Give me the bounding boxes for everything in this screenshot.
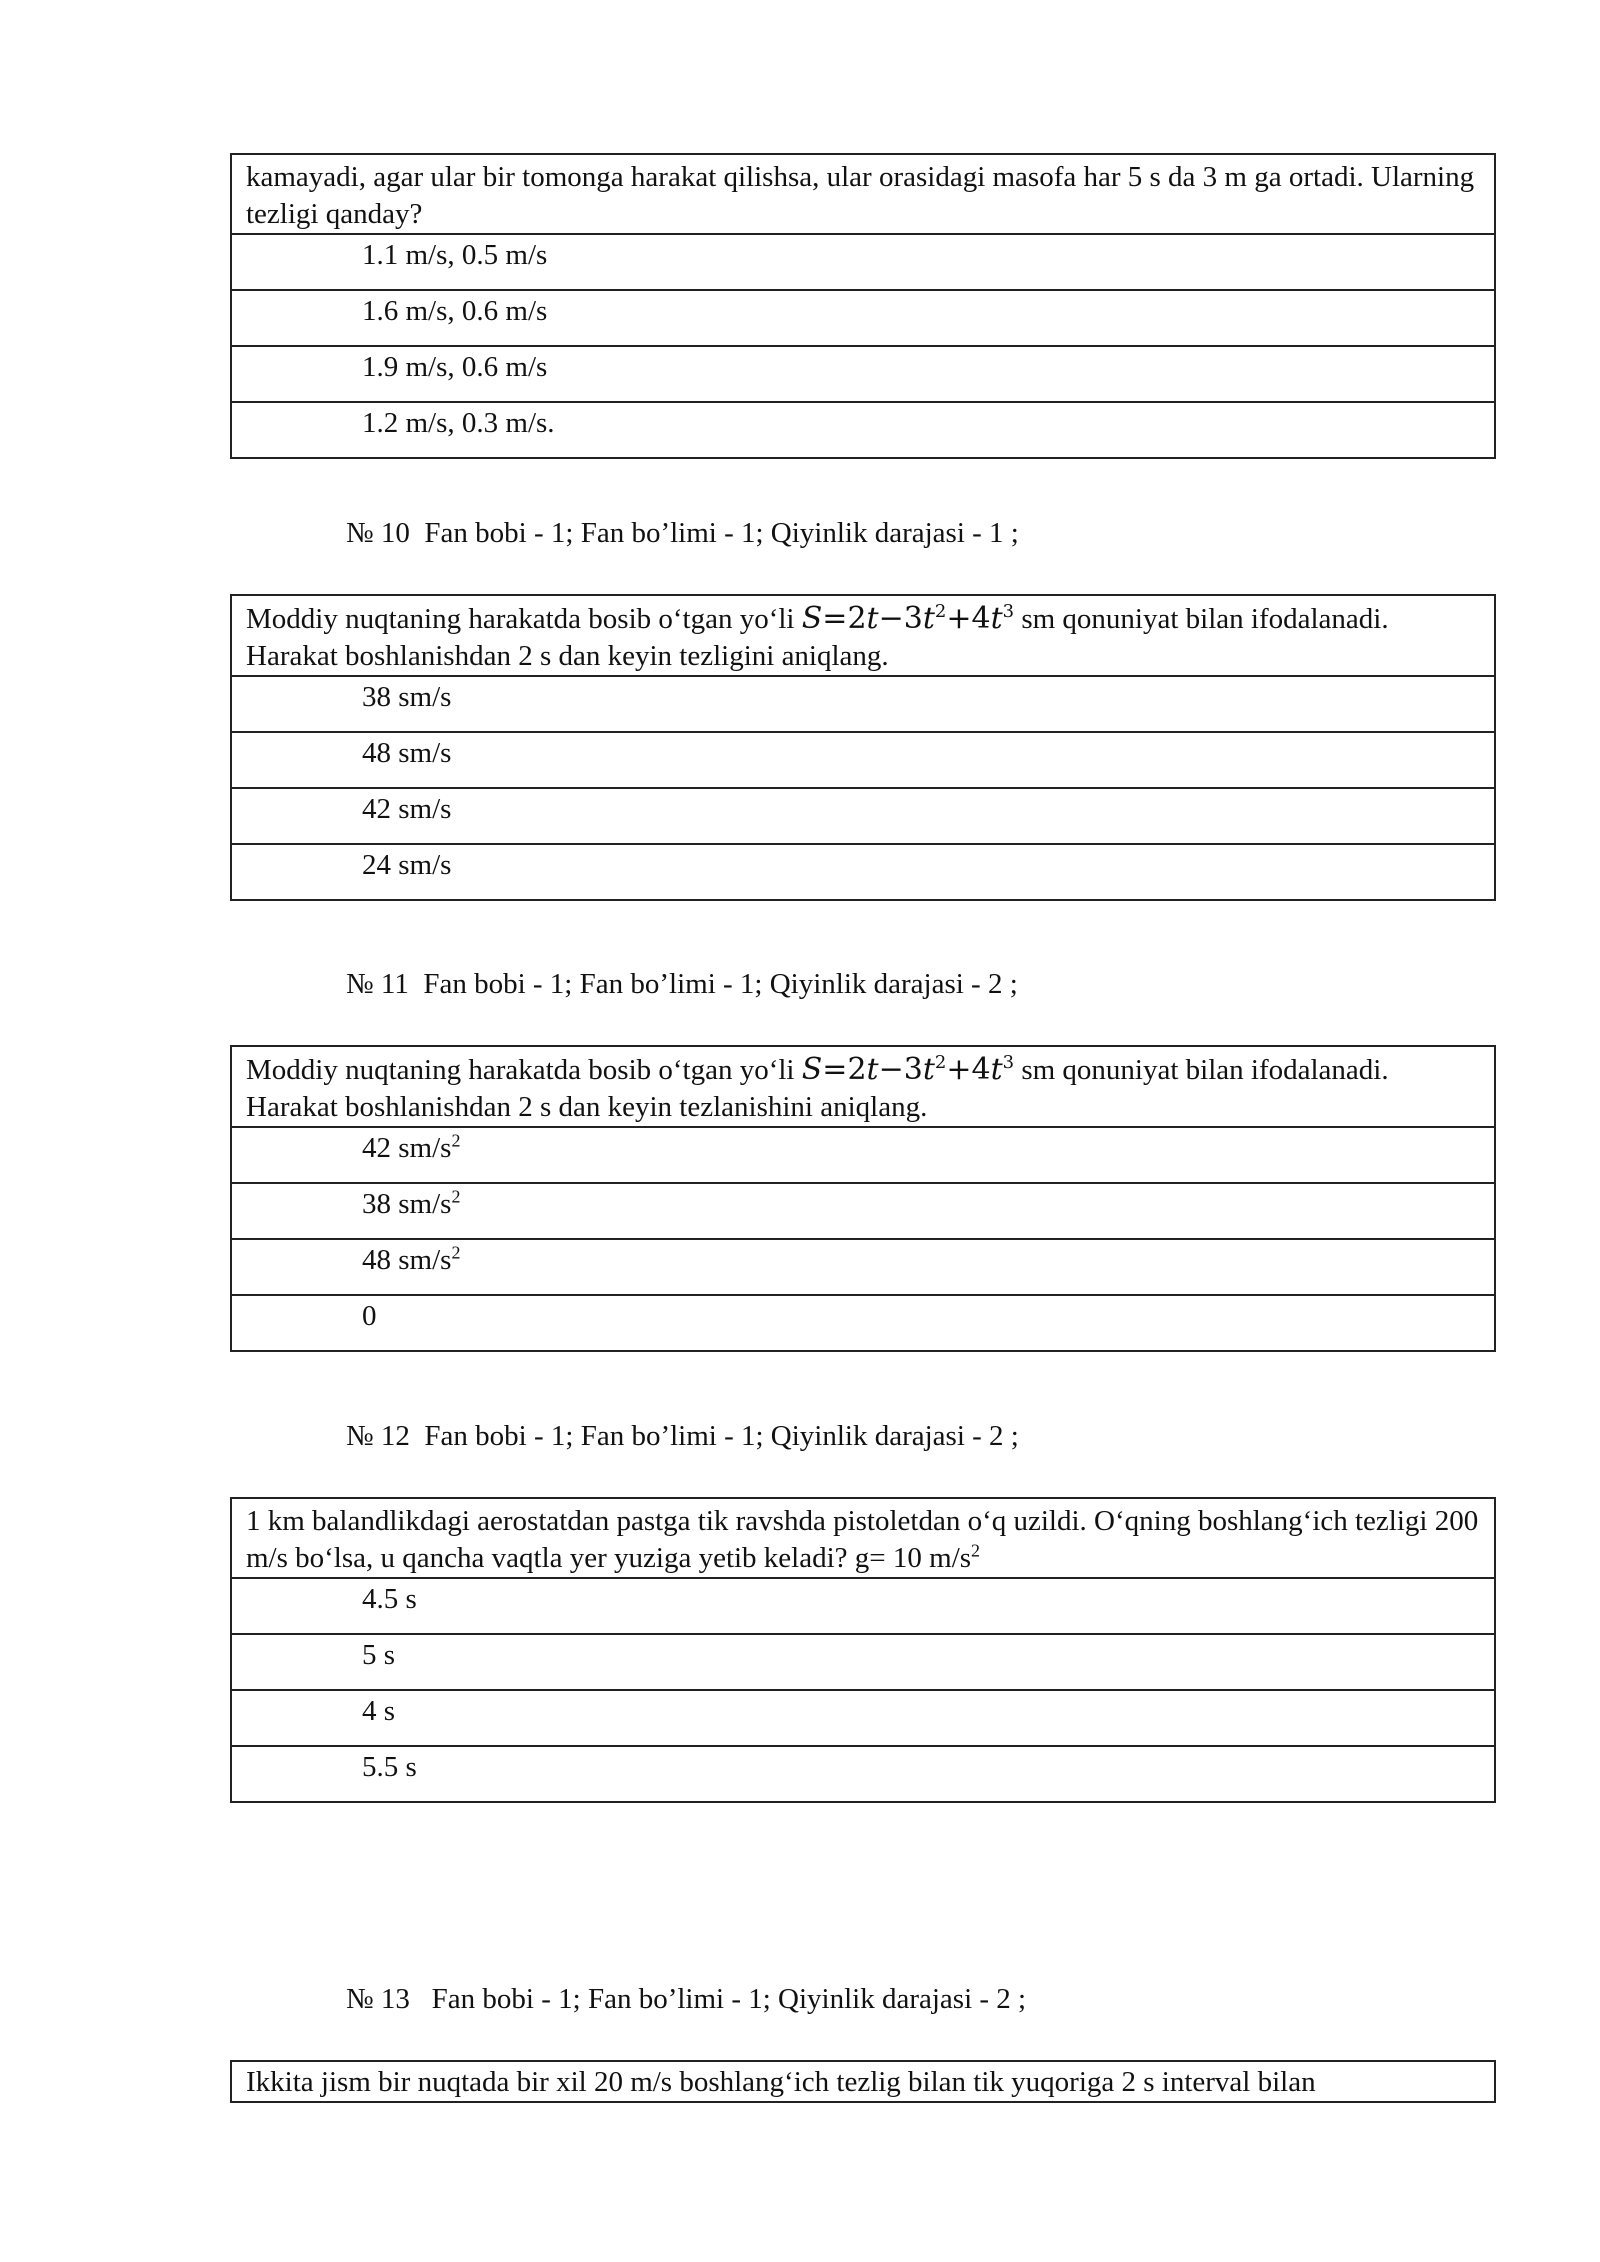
- answer-option: 48 $sm/s^2$: [231, 1239, 1495, 1295]
- motion-formula: $S=2t-3t^2+4t^3$: [801, 1052, 1015, 1087]
- question-11-table: [230, 1045, 1496, 1352]
- question-text-part: Moddiy nuqtaning harakatda bosib o‘tgan yo‘li: [246, 603, 802, 635]
- answer-option: 4 s: [231, 1690, 1495, 1746]
- answer-option: 38 $sm/s^2$: [231, 1183, 1495, 1239]
- question-12-table: [230, 1497, 1496, 1803]
- answer-option: 38 sm/s: [231, 676, 1495, 732]
- answer-option: 0: [231, 1295, 1495, 1351]
- answer-option: 42 sm/s: [231, 788, 1495, 844]
- answer-option: 1.2 m/s, 0.3 m/s.: [231, 402, 1495, 458]
- question-11-text: [231, 1046, 1495, 1127]
- question-9-text: kamayadi, agar ular bir tomonga harakat qilishsa, ular orasidagi masofa har 5 s da 3 m ga ortadi. Ularning tezligi qanday?: [231, 154, 1495, 234]
- question-12-text: 1 km balandlikdagi aerostatdan pastga tik ravshda pistoletdan o‘q uzildi. O‘qning boshlang‘ich tezligi 200 m/s bo‘lsa, u qancha vaqtla yer yuziga yetib keladi? g= 10 $m/s^2$: [231, 1498, 1495, 1578]
- question-12-heading: № 12 Fan bobi - 1; Fan bo’limi - 1; Qiyinlik darajasi - 2 ;: [346, 1420, 1019, 1452]
- question-11-heading: № 11 Fan bobi - 1; Fan bo’limi - 1; Qiyinlik darajasi - 2 ;: [346, 968, 1018, 1000]
- question-13-text: Ikkita jism bir nuqtada bir xil 20 m/s boshlang‘ich tezlig bilan tik yuqoriga 2 s interval bilan: [231, 2061, 1495, 2102]
- question-text-part: Moddiy nuqtaning harakatda bosib o‘tgan yo‘li: [246, 1054, 802, 1086]
- answer-option: 48 sm/s: [231, 732, 1495, 788]
- answer-option: 24 sm/s: [231, 844, 1495, 900]
- question-text-part: sm qonuniyat bilan ifodalanadi. Harakat boshlanishdan 2 s dan keyin tezligini aniqlang.: [246, 603, 1389, 672]
- question-9-table: [230, 153, 1496, 459]
- answer-option: 5.5 s: [231, 1746, 1495, 1802]
- answer-option: 5 s: [231, 1634, 1495, 1690]
- question-13-heading: № 13 Fan bobi - 1; Fan bo’limi - 1; Qiyinlik darajasi - 2 ;: [346, 1983, 1027, 2015]
- question-10-table: [230, 594, 1496, 901]
- motion-formula: $S=2t-3t^2+4t^3$: [801, 601, 1015, 636]
- question-10-heading: № 10 Fan bobi - 1; Fan bo’limi - 1; Qiyinlik darajasi - 1 ;: [346, 517, 1019, 549]
- question-text-part: sm qonuniyat bilan ifodalanadi. Harakat boshlanishdan 2 s dan keyin tezlanishini aniqlang.: [246, 1054, 1389, 1123]
- answer-option: 1.6 m/s, 0.6 m/s: [231, 290, 1495, 346]
- answer-option: 1.1 m/s, 0.5 m/s: [231, 234, 1495, 290]
- answer-option: 42 $sm/s^2$: [231, 1127, 1495, 1183]
- question-13-table: [230, 2060, 1496, 2103]
- question-10-text: [231, 595, 1495, 676]
- answer-option: 4.5 s: [231, 1578, 1495, 1634]
- answer-option: 1.9 m/s, 0.6 m/s: [231, 346, 1495, 402]
